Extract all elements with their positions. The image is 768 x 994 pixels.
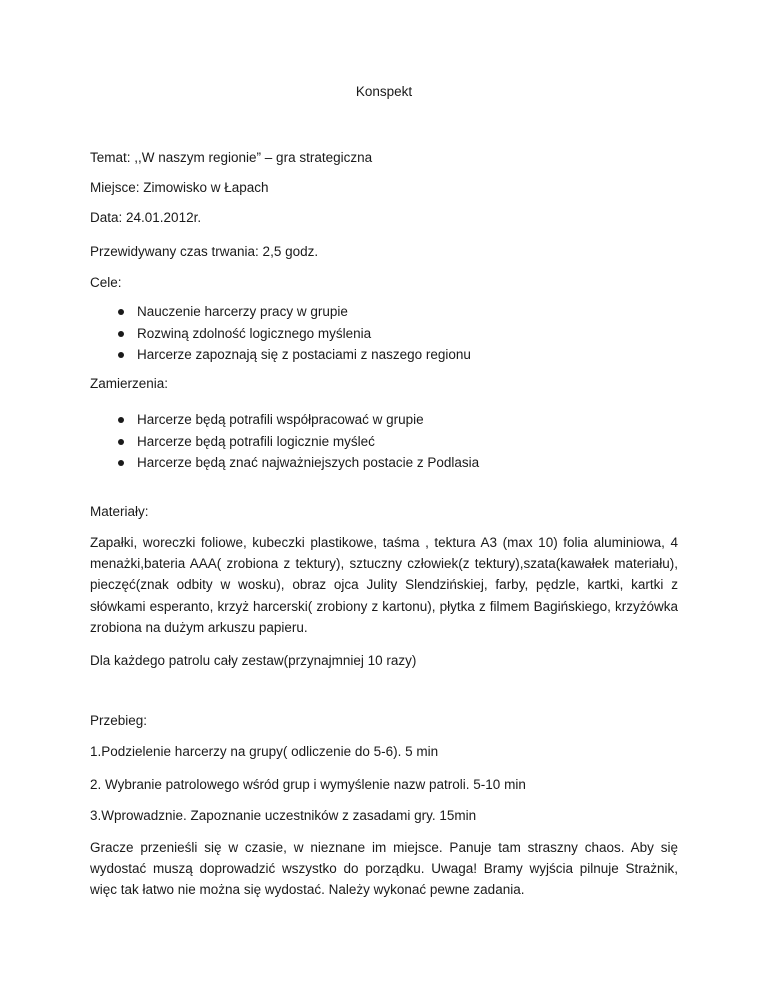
list-item	[90, 344, 471, 366]
bullet-icon	[118, 352, 124, 358]
goals-heading: Cele:	[90, 275, 122, 290]
bullet-icon	[118, 309, 124, 315]
intention-text: Harcerze będą potrafili logicznie myśleć	[137, 433, 375, 449]
list-item	[90, 323, 471, 345]
list-item	[90, 409, 479, 431]
document-title: Konspekt	[355, 84, 413, 99]
topic-line: Temat: ,,W naszym regionie” – gra strategiczna	[90, 150, 373, 165]
list-item	[90, 431, 479, 453]
intention-text: Harcerze będą potrafili współpracować w grupie	[137, 412, 424, 427]
intentions-list	[90, 409, 479, 474]
goal-text: Rozwiną zdolność logicznego myślenia	[137, 325, 372, 341]
goal-text: Nauczenie harcerzy pracy w grupie	[137, 304, 348, 319]
materials-heading: Materiały:	[90, 504, 149, 519]
intention-text: Harcerze będą znać najważniejszych postacie z Podlasia	[137, 455, 480, 470]
duration-line: Przewidywany czas trwania: 2,5 godz.	[90, 244, 319, 259]
materials-paragraph: Zapałki, woreczki foliowe, kubeczki plastikowe, taśma , tektura A3 (max 10) folia aluminiowa, 4 menażki,bateria AAA( zrobiona z tektury), sztuczny człowiek(z tektury),szata(kawałek materiału), pieczęć(znak odbity w wosku), obraz ojca Julity Slendzińskiej, farby, pędzle, kartki, kartki z słówkami esperanto, krzyż harcerski( zrobiony z kartonu), płytka z filmem Bagińskiego, krzyżówka zrobiona na dużym arkuszu papieru.	[90, 535, 678, 635]
list-item	[90, 301, 471, 323]
intentions-heading: Zamierzenia:	[90, 376, 169, 391]
goals-list	[90, 301, 471, 366]
bullet-icon	[118, 417, 124, 423]
list-item	[90, 452, 479, 474]
date-line: Data: 24.01.2012r.	[90, 210, 202, 225]
materials-note: Dla każdego patrolu cały zestaw(przynajmniej 10 razy)	[90, 653, 417, 668]
bullet-icon	[118, 439, 124, 445]
bullet-icon	[118, 331, 124, 337]
step-2: 2. Wybranie patrolowego wśród grup i wymyślenie nazw patroli. 5-10 min	[90, 777, 526, 792]
step-1: 1.Podzielenie harcerzy na grupy( odliczenie do 5-6). 5 min	[90, 744, 439, 759]
step-3: 3.Wprowadznie. Zapoznanie uczestników z zasadami gry. 15min	[90, 808, 477, 823]
goal-text: Harcerze zapoznają się z postaciami z naszego regionu	[137, 347, 471, 362]
place-line: Miejsce: Zimowisko w Łapach	[90, 180, 269, 195]
bullet-icon	[118, 460, 124, 466]
course-heading: Przebieg:	[90, 713, 148, 728]
intro-paragraph: Gracze przenieśli się w czasie, w nieznane im miejsce. Panuje tam straszny chaos. Aby się wydostać muszą doprowadzić wszystko do porządku. Uwaga! Bramy wyjścia pilnuje Strażnik, więc tak łatwo nie można się wydostać. Należy wykonać pewne zadania.	[90, 840, 678, 898]
